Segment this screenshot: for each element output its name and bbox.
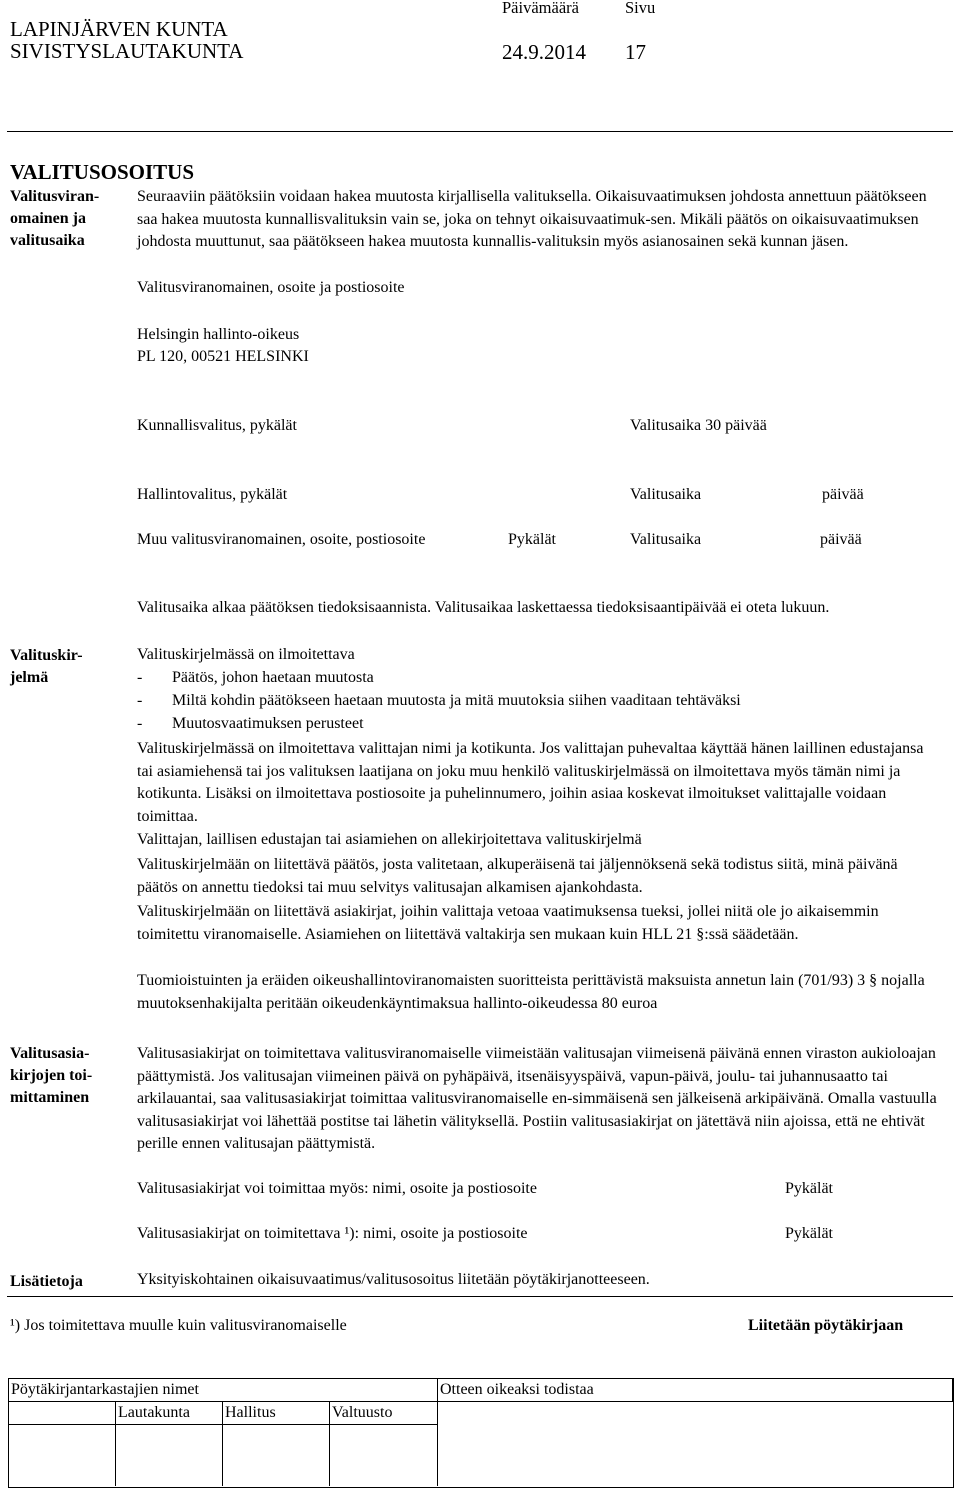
bullet-dash: -	[137, 692, 143, 709]
footer-divider	[7, 1296, 953, 1297]
appeal-row-period: Valitusaika	[630, 486, 702, 503]
required-info-item: Miltä kohdin päätökseen haetaan muutosta ja mitä muutoksia siihen vaaditaan tehtäväksi	[172, 692, 741, 709]
section-label-info: Lisätietoja	[10, 1273, 83, 1290]
appeal-row-sections: Pykälät	[508, 531, 556, 548]
court-fee-text: Tuomioistuinten ja eräiden oikeushallintoviranomaisten suoritteista perittävistä maksuista annetun lain (701/93) 3 § nojalla muutoksenhakijalta peritään oikeudenkäyntimaksua hallinto-oikeudessa 80 euroa	[137, 972, 925, 1012]
footnote-text: ¹) Jos toimitettava muulle kuin valitusviranomaiselle	[10, 1317, 347, 1334]
appeal-row-period: Valitusaika	[630, 531, 702, 548]
bullet-dash: -	[137, 669, 143, 686]
required-info-item: Päätös, johon haetaan muutosta	[172, 669, 374, 686]
page-label: Sivu	[625, 0, 656, 17]
attached-note: Liitetään pöytäkirjaan	[748, 1317, 904, 1334]
delivery-required-label: Valitusasiakirjat on toimitettava ¹): nimi, osoite ja postiosoite	[137, 1225, 528, 1242]
appeal-row-label: Kunnallisvalitus, pykälät	[137, 417, 297, 434]
delivery-text: Valitusasiakirjat on toimitettava valitusviranomaiselle viimeistään valitusajan viimeisenä päivänä ennen viraston aukioloajan päättymistä. Jos valitusajan viimeinen päivä on pyhäpäivä, itsenäisyyspäivä, vapun-päivä, joulu- tai juhannusaatto tai arkilauantai, saa valitusasiakirjat toimittaa valitusviranomaiselle en-simmäisenä sen jälkeisenä arkipäivänä. Omalla vastuulla valitusasiakirjat voi lähettää postitse tai lähetin välityksellä. Postiin valitusasiakirjat on jätettävä niin ajoissa, että ne ehtivät perille ennen valitusajan päättymistä.	[137, 1045, 937, 1153]
body-cell: Valtuusto	[329, 1401, 438, 1425]
signature-divider	[115, 1401, 116, 1486]
address-heading: Valitusviranomainen, osoite ja postiosoite	[137, 279, 405, 296]
attachments-decision: Valituskirjelmään on liitettävä päätös, josta valitetaan, alkuperäisenä tai jäljennöksenä sekä todistus siitä, minä päivänä päätös on annettu tiedoksi tai muu selvitys valitusajan alkamisen ajankohdasta.	[137, 856, 898, 896]
body-cell: Lautakunta	[115, 1401, 223, 1425]
certified-cell: Otteen oikeaksi todistaa	[437, 1378, 953, 1402]
required-info-heading: Valituskirjelmässä on ilmoitettava	[137, 646, 355, 663]
header-divider	[7, 131, 953, 132]
signature-divider	[329, 1401, 330, 1486]
signature-divider	[437, 1378, 438, 1486]
appellant-info-text: Valituskirjelmässä on ilmoitettava valittajan nimi ja kotikunta. Jos valittajan puhevaltaa käyttää hänen laillinen edustajansa tai asiamiehensä tai jos valituksen laatijana on joku muu henkilö valituskirjelmässä on ilmoitettava myös tämän nimi ja kotikunta. Lisäksi on ilmoitettava postiosoite ja puhelinnumero, joihin asiaa koskevat ilmoitukset valittajalle voidaan toimittaa.	[137, 740, 924, 825]
attachments-documents: Valituskirjelmään on liitettävä asiakirjat, joihin valittaja vetoaa vaatimuksensa tueksi, jollei niitä ole jo aikaisemmin toimitettu viranomaiselle. Asiamiehen on liitettävä valtakirja sen mukaan kuin HLL 21 §:ssä säädetään.	[137, 903, 879, 943]
appeal-row-label: Hallintovalitus, pykälät	[137, 486, 288, 503]
signature-table-frame	[8, 1378, 954, 1488]
appeal-row-period: Valitusaika 30 päivää	[630, 417, 767, 434]
delivery-alt-label: Valitusasiakirjat voi toimittaa myös: nimi, osoite ja postiosoite	[137, 1180, 537, 1197]
info-text: Yksityiskohtainen oikaisuvaatimus/valitusosoitus liitetään pöytäkirjanotteeseen.	[137, 1271, 650, 1288]
appeal-row-days: päivää	[820, 531, 862, 548]
delivery-alt-sections: Pykälät	[785, 1180, 833, 1197]
signature-requirement: Valittajan, laillisen edustajan tai asiamiehen on allekirjoitettava valituskirjelmä	[137, 831, 642, 848]
appeal-row-days: päivää	[822, 486, 864, 503]
bullet-dash: -	[137, 715, 143, 732]
organization-name: LAPINJÄRVEN KUNTA	[10, 17, 228, 41]
date-label: Päivämäärä	[502, 0, 579, 17]
body-cell: Hallitus	[222, 1401, 330, 1425]
section-label-appeal-document: Valituskir- jelmä	[10, 647, 83, 686]
committee-name: SIVISTYSLAUTAKUNTA	[10, 39, 244, 63]
appeal-row-label: Muu valitusviranomainen, osoite, postiosoite	[137, 531, 426, 548]
page-number: 17	[625, 40, 646, 64]
required-info-item: Muutosvaatimuksen perusteet	[172, 715, 364, 732]
section-label-authority: Valitusviran- omainen ja valitusaika	[10, 188, 100, 249]
court-address: PL 120, 00521 HELSINKI	[137, 348, 309, 365]
authority-intro: Seuraaviin päätöksiin voidaan hakea muutosta kirjallisella valituksella. Oikaisuvaatimuksen johdosta annettuun päätökseen saa hakea muutosta kunnallisvalituksin vain se, joka on tehnyt oikaisuvaatimuk-sen. Mikäli päätös on oikaisuvaatimuksen johdosta muuttunut, saa päätökseen hakea muutosta kunnallis-valituksin myös asianosainen sekä kunnan jäsen.	[137, 188, 927, 251]
appeal-period-text: Valitusaika alkaa päätöksen tiedoksisaannista. Valitusaikaa laskettaessa tiedoksisaantipäivää ei oteta lukuun.	[137, 599, 830, 616]
signature-divider	[222, 1401, 223, 1486]
court-name: Helsingin hallinto-oikeus	[137, 326, 300, 343]
section-label-delivery: Valitusasia- kirjojen toi- mittaminen	[10, 1045, 93, 1106]
checkers-cell: Pöytäkirjantarkastajien nimet	[8, 1378, 438, 1402]
document-title: VALITUSOSOITUS	[10, 160, 195, 184]
document-date: 24.9.2014	[502, 40, 586, 64]
delivery-required-sections: Pykälät	[785, 1225, 833, 1242]
